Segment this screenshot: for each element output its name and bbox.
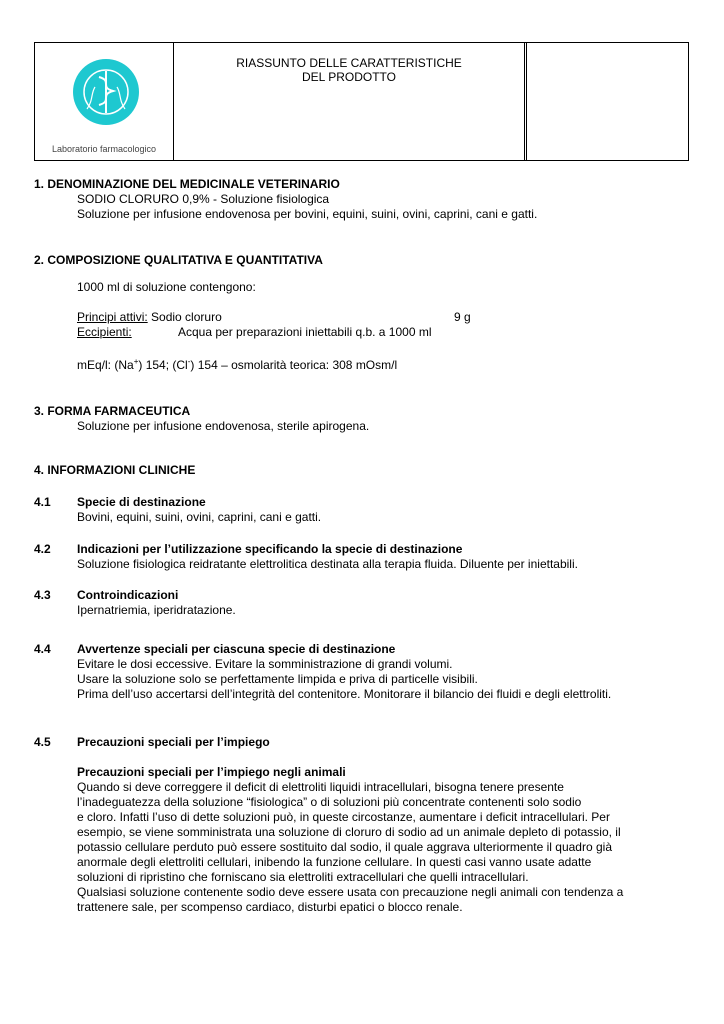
section-4-1-number: 4.1 <box>34 495 51 509</box>
paragraph-line: esempio, se viene somministrata una soluzione di cloruro di sodio ad un animale depleto di potassio, il <box>77 825 621 839</box>
logo-cell <box>35 43 174 160</box>
paragraph-line: Quando si deve correggere il deficit di elettroliti liquidi intracellulari, bisogna tenere presente <box>77 780 564 794</box>
meq-sup-1: + <box>133 357 139 366</box>
section-4-2-text: Soluzione fisiologica reidratante elettrolitica destinata alla terapia fluida. Diluente per iniettabili. <box>77 557 578 571</box>
excipients-text: Acqua per preparazioni iniettabili q.b. a 1000 ml <box>178 325 432 339</box>
composition-intro: 1000 ml di soluzione contengono: <box>77 280 256 294</box>
section-4-1-title: Specie di destinazione <box>77 495 206 509</box>
paragraph-line: potassio cellulare perduto può essere sostituito dal sodio, il quale aggrava ulteriormente il quadro già <box>77 840 612 854</box>
section-4-3 <box>34 588 694 618</box>
section-4-4-line-1: Evitare le dosi eccessive. Evitare la somministrazione di grandi volumi. <box>77 657 453 671</box>
paragraph-line: l’inadeguatezza della soluzione “fisiologica” o di soluzioni più concentrate contenenti solo sodio <box>77 795 582 809</box>
meq-part-b: ) 154; (Cl <box>138 358 188 372</box>
section-4-5-title: Precauzioni speciali per l’impiego <box>77 735 270 749</box>
section-4-heading: 4. INFORMAZIONI CLINICHE <box>34 463 196 477</box>
lab-caption: Laboratorio farmacologico <box>51 144 157 154</box>
meq-line <box>34 358 724 373</box>
section-4-4-line-3: Prima dell’uso accertarsi dell’integrità del contenitore. Monitorare il bilancio dei fluidi e degli elettroliti. <box>77 687 612 701</box>
empty-cell <box>527 43 688 160</box>
product-description: Soluzione per infusione endovenosa per bovini, equini, suini, ovini, caprini, cani e gatti. <box>77 207 538 221</box>
section-4-5-subheading: Precauzioni speciali per l’impiego negli animali <box>77 765 346 779</box>
product-name: SODIO CLORURO 0,9% - Soluzione fisiologica <box>77 192 330 206</box>
title-line-1: RIASSUNTO DELLE CARATTERISTICHE <box>236 56 462 70</box>
section-4-4-number: 4.4 <box>34 642 51 656</box>
paragraph-line: Qualsiasi soluzione contenente sodio deve essere usata con precauzione negli animali con tendenza a <box>77 885 624 899</box>
section-4-3-text: Ipernatriemia, iperidratazione. <box>77 603 236 617</box>
paragraph-line: anormale degli elettroliti cellulari, inibendo la funzione cellulare. In questi casi vanno usate adatte <box>77 855 592 869</box>
section-4-4 <box>34 642 694 702</box>
section-2-heading: 2. COMPOSIZIONE QUALITATIVA E QUANTITATIVA <box>34 253 323 267</box>
section-3-heading: 3. FORMA FARMACEUTICA <box>34 404 191 418</box>
section-3 <box>34 404 694 434</box>
paragraph-line: e cloro. Infatti l’uso di dette soluzioni può, in queste circostanze, aumentare i deficit intracellulari. Per <box>77 810 610 824</box>
excipients-label: Eccipienti: <box>77 325 132 339</box>
section-4-5-number: 4.5 <box>34 735 51 749</box>
section-4-3-title: Controindicazioni <box>77 588 179 602</box>
section-1 <box>34 177 694 222</box>
section-2 <box>34 253 694 268</box>
excipients-row <box>34 325 724 340</box>
title-line-2: DEL PRODOTTO <box>301 70 396 84</box>
section-4-2 <box>34 542 694 572</box>
header-table <box>34 42 689 161</box>
section-4-4-title: Avvertenze speciali per ciascuna specie di destinazione <box>77 642 396 656</box>
section-4-1-text: Bovini, equini, suini, ovini, caprini, cani e gatti. <box>77 510 322 524</box>
active-label: Principi attivi: <box>77 310 148 324</box>
paragraph-line: soluzioni di ripristino che forniscano sia elettroliti extracellulari che quelli intracellulari. <box>77 870 529 884</box>
paragraph-line: trattenere sale, per scompenso cardiaco, disturbi epatici o blocco renale. <box>77 900 463 914</box>
pharmaceutical-form: Soluzione per infusione endovenosa, sterile apirogena. <box>77 419 370 433</box>
section-4-3-number: 4.3 <box>34 588 51 602</box>
section-1-heading: 1. DENOMINAZIONE DEL MEDICINALE VETERINARIO <box>34 177 340 191</box>
section-4-4-line-2: Usare la soluzione solo se perfettamente limpida e priva di particelle visibili. <box>77 672 478 686</box>
meq-sup-2: - <box>187 357 191 366</box>
meq-part-a: mEq/l: (Na <box>77 358 134 372</box>
section-4-2-title: Indicazioni per l’utilizzazione specificando la specie di destinazione <box>77 542 463 556</box>
active-name: Sodio cloruro <box>151 310 222 324</box>
title-cell <box>174 43 527 160</box>
section-4-2-number: 4.2 <box>34 542 51 556</box>
section-4-5 <box>34 735 694 750</box>
active-qty: 9 g <box>454 310 471 324</box>
meq-part-c: ) 154 – osmolarità teorica: 308 mOsm/l <box>190 358 398 372</box>
company-logo-icon <box>71 57 141 127</box>
section-4-1 <box>34 495 694 525</box>
section-4-5-body <box>34 765 724 915</box>
active-ingredients-row <box>34 310 724 325</box>
